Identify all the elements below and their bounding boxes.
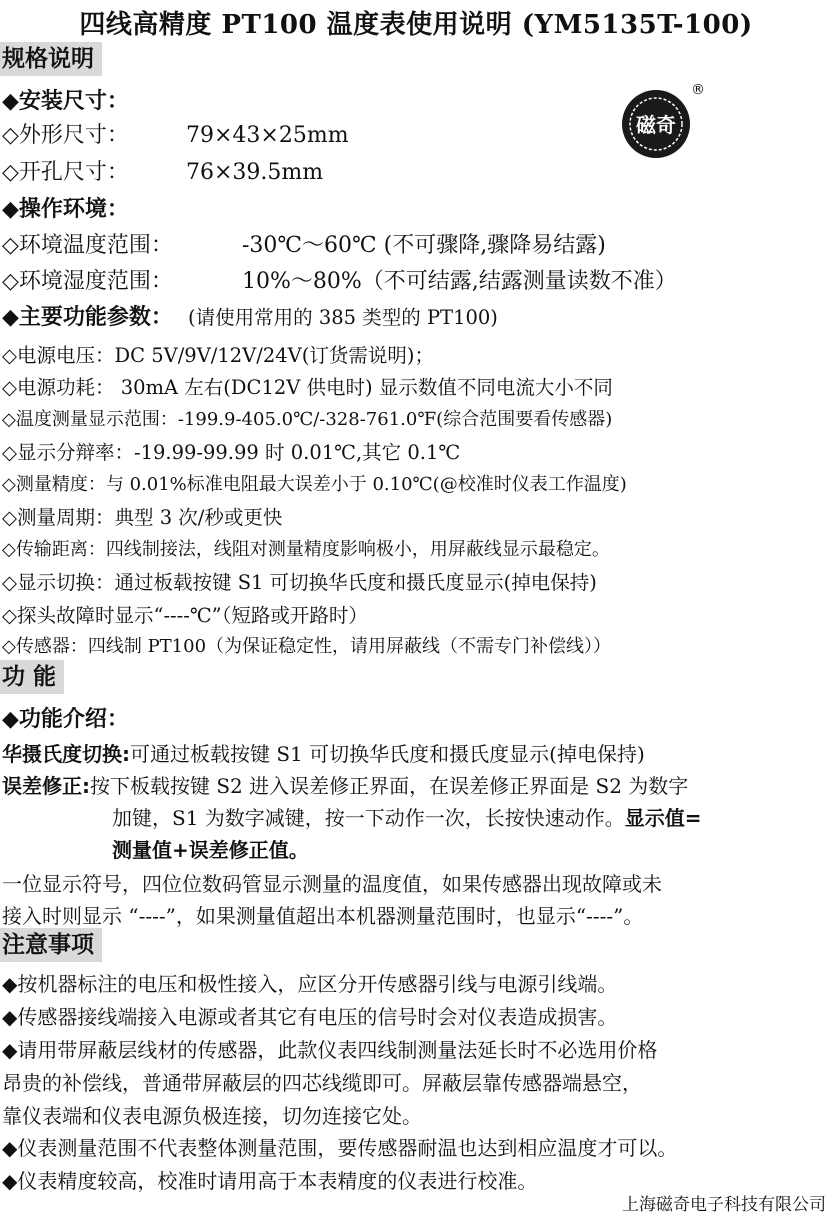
company-footer: 上海磁奇电子科技有限公司	[622, 1195, 826, 1215]
param-item: ◇显示分辩率：-19.99-99.99 时 0.01℃,其它 0.1℃	[2, 441, 461, 464]
cutout-size-label: ◇开孔尺寸：	[2, 160, 129, 185]
main-params-row	[2, 300, 498, 331]
env-temp-label: ◇环境温度范围：	[2, 233, 173, 258]
env-humidity-row	[2, 264, 677, 295]
env-humidity-value: 10%～80%（不可结露,结露测量读数不准）	[242, 269, 677, 294]
install-size-heading: ◆安装尺寸：	[2, 89, 129, 114]
outer-size-value: 79×43×25mm	[186, 123, 349, 148]
outer-size-label: ◇外形尺寸：	[2, 123, 129, 148]
param-item: ◇测量周期：典型 3 次/秒或更快	[2, 506, 283, 529]
error-correction-label: 误差修正:	[2, 774, 90, 798]
svg-text:®: ®	[691, 82, 705, 98]
outer-size-row	[2, 118, 349, 149]
error-correction-line1: 按下板载按键 S2 进入误差修正界面，在误差修正界面是 S2 为数字	[90, 774, 689, 798]
environment-heading: ◆操作环境：	[2, 197, 129, 222]
note-line: ◆仪表精度较高，校准时请用高于本表精度的仪表进行校准。	[2, 1169, 538, 1193]
error-correction-row	[2, 770, 688, 799]
main-params-heading: ◆主要功能参数：	[2, 305, 173, 330]
display-desc-line1: 一位显示符号，四位位数码管显示测量的温度值，如果传感器出现故障或未	[2, 872, 662, 896]
unit-switch-label: 华摄氏度切换:	[2, 742, 130, 766]
env-humidity-label: ◇环境湿度范围：	[2, 269, 173, 294]
page-title: 四线高精度 PT100 温度表使用说明 (YM5135T-100)	[79, 10, 753, 40]
note-line: ◆仪表测量范围不代表整体测量范围，要传感器耐温也达到相应温度才可以。	[2, 1136, 678, 1160]
note-line: 靠仪表端和仪表电源负极连接，切勿连接它处。	[2, 1104, 422, 1128]
param-item: ◇传输距离：四线制接法，线阻对测量精度影响极小，用屏蔽线显示最稳定。	[2, 539, 610, 560]
param-item: ◇温度测量显示范围：-199.9-405.0℃/-328-761.0℉(综合范围要看传感器)	[2, 409, 613, 430]
error-correction-line2	[112, 802, 702, 831]
unit-switch-text: 可通过板载按键 S1 可切换华氏度和摄氏度显示(掉电保持)	[130, 742, 645, 766]
note-line: ◆请用带屏蔽层线材的传感器，此款仪表四线制测量法延长时不必选用价格	[2, 1038, 658, 1062]
brand-logo	[618, 78, 705, 162]
cutout-size-row	[2, 155, 323, 186]
note-line: ◆传感器接线端接入电源或者其它有电压的信号时会对仪表造成损害。	[2, 1005, 618, 1029]
section-heading-notes: 注意事项	[0, 928, 102, 962]
note-line: 昂贵的补偿线，普通带屏蔽层的四芯线缆即可。屏蔽层靠传感器端悬空，	[2, 1071, 642, 1095]
display-value-formula: 显示值=	[624, 806, 702, 830]
section-heading-function: 功 能	[0, 660, 64, 694]
param-item: ◇探头故障时显示“----℃”（短路或开路时）	[2, 604, 368, 627]
param-item: ◇显示切换：通过板载按键 S1 可切换华氏度和摄氏度显示(掉电保持)	[2, 571, 597, 594]
param-item: ◇传感器：四线制 PT100（为保证稳定性，请用屏蔽线（不需专门补偿线））	[2, 636, 612, 657]
param-item: ◇电源功耗： 30mA 左右(DC12V 供电时) 显示数值不同电流大小不同	[2, 376, 613, 399]
env-temp-value: -30℃～60℃ (不可骤降,骤降易结露)	[242, 233, 606, 258]
unit-switch-row	[2, 738, 645, 767]
env-temp-row	[2, 228, 606, 259]
cutout-size-value: 76×39.5mm	[186, 160, 324, 185]
error-correction-text: 加键，S1 为数字减键，按一下动作一次，长按快速动作。	[112, 806, 625, 830]
section-heading-spec: 规格说明	[0, 42, 102, 76]
main-params-note: (请使用常用的 385 类型的 PT100)	[188, 306, 498, 329]
param-item: ◇测量精度：与 0.01%标准电阻最大误差小于 0.10℃(@校准时仪表工作温度)	[2, 474, 627, 495]
param-item: ◇电源电压：DC 5V/9V/12V/24V(订货需说明)；	[2, 344, 434, 367]
error-correction-line3: 测量值+误差修正值。	[112, 838, 309, 862]
note-line: ◆按机器标注的电压和极性接入，应区分开传感器引线与电源引线端。	[2, 972, 618, 996]
svg-text:磁奇: 磁奇	[636, 113, 676, 137]
function-intro-heading: ◆功能介绍：	[2, 707, 129, 732]
display-desc-line2: 接入时则显示 “----”，如果测量值超出本机器测量范围时，也显示“----”。	[2, 904, 644, 928]
